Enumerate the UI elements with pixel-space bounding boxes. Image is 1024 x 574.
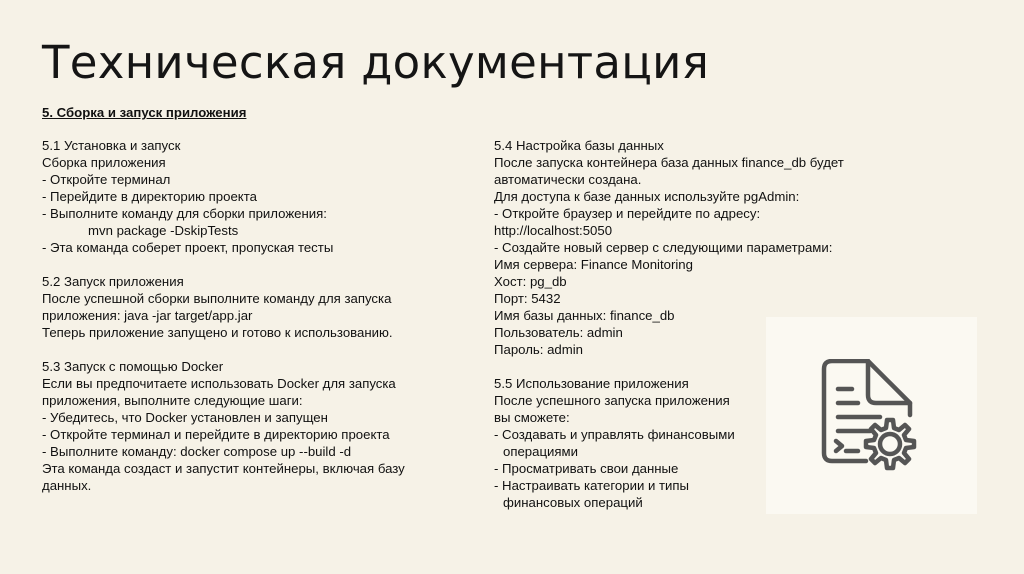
text-line: - Выполните команду: docker compose up --build -d: [42, 444, 352, 459]
url-line: http://localhost:5050: [494, 223, 613, 238]
text-line: После успешного запуска приложения: [494, 393, 730, 408]
subsection-title: 5.2 Запуск приложения: [42, 274, 184, 289]
subsection-install: [42, 137, 472, 256]
text-line: - Создавать и управлять финансовыми: [494, 427, 735, 442]
text-line: Если вы предпочитаете использовать Docker для запуска: [42, 376, 396, 391]
subsection-database: [494, 137, 914, 358]
text-line: данных.: [42, 478, 92, 493]
subsection-title: 5.5 Использование приложения: [494, 376, 689, 391]
text-line: - Выполните команду для сборки приложения:: [42, 206, 327, 221]
right-column: [494, 137, 914, 528]
text-line: - Перейдите в директорию проекта: [42, 189, 257, 204]
text-line: - Эта команда соберет проект, пропуская тесты: [42, 240, 334, 255]
param-line: Имя базы данных: finance_db: [494, 308, 675, 323]
subsection-title: 5.3 Запуск с помощью Docker: [42, 359, 224, 374]
param-line: Пароль: admin: [494, 342, 584, 357]
text-line: - Создайте новый сервер с следующими параметрами:: [494, 240, 833, 255]
subsection-title: 5.4 Настройка базы данных: [494, 138, 664, 153]
subsection-docker: [42, 358, 472, 494]
command-line: mvn package -DskipTests: [88, 223, 239, 238]
text-line: Теперь приложение запущено и готово к использованию.: [42, 325, 393, 340]
param-line: Пользователь: admin: [494, 325, 623, 340]
section-heading: 5. Сборка и запуск приложения: [42, 105, 247, 120]
subsection-title: 5.1 Установка и запуск: [42, 138, 181, 153]
subsection-usage: [494, 375, 914, 511]
text-line: Для доступа к базе данных используйте pgAdmin:: [494, 189, 800, 204]
left-column: [42, 137, 472, 511]
text-line: операциями: [503, 444, 578, 459]
text-line: - Убедитесь, что Docker установлен и запущен: [42, 410, 328, 425]
subsection-run: [42, 273, 472, 341]
text-line: автоматически создана.: [494, 172, 642, 187]
text-line: - Настраивать категории и типы: [494, 478, 690, 493]
text-line: - Просматривать свои данные: [494, 461, 679, 476]
text-line: - Откройте терминал: [42, 172, 171, 187]
text-line: приложения: java -jar target/app.jar: [42, 308, 253, 323]
param-line: Имя сервера: Finance Monitoring: [494, 257, 693, 272]
param-line: Хост: pg_db: [494, 274, 567, 289]
text-line: После успешной сборки выполните команду для запуска: [42, 291, 392, 306]
param-line: Порт: 5432: [494, 291, 561, 306]
text-line: финансовых операций: [503, 495, 643, 510]
text-line: Эта команда создаст и запустит контейнеры, включая базу: [42, 461, 405, 476]
page-title: Техническая документация: [42, 36, 710, 89]
text-line: - Откройте терминал и перейдите в директорию проекта: [42, 427, 390, 442]
text-line: - Откройте браузер и перейдите по адресу:: [494, 206, 761, 221]
text-line: После запуска контейнера база данных finance_db будет: [494, 155, 844, 170]
text-line: Сборка приложения: [42, 155, 166, 170]
text-line: вы сможете:: [494, 410, 570, 425]
text-line: приложения, выполните следующие шаги:: [42, 393, 303, 408]
